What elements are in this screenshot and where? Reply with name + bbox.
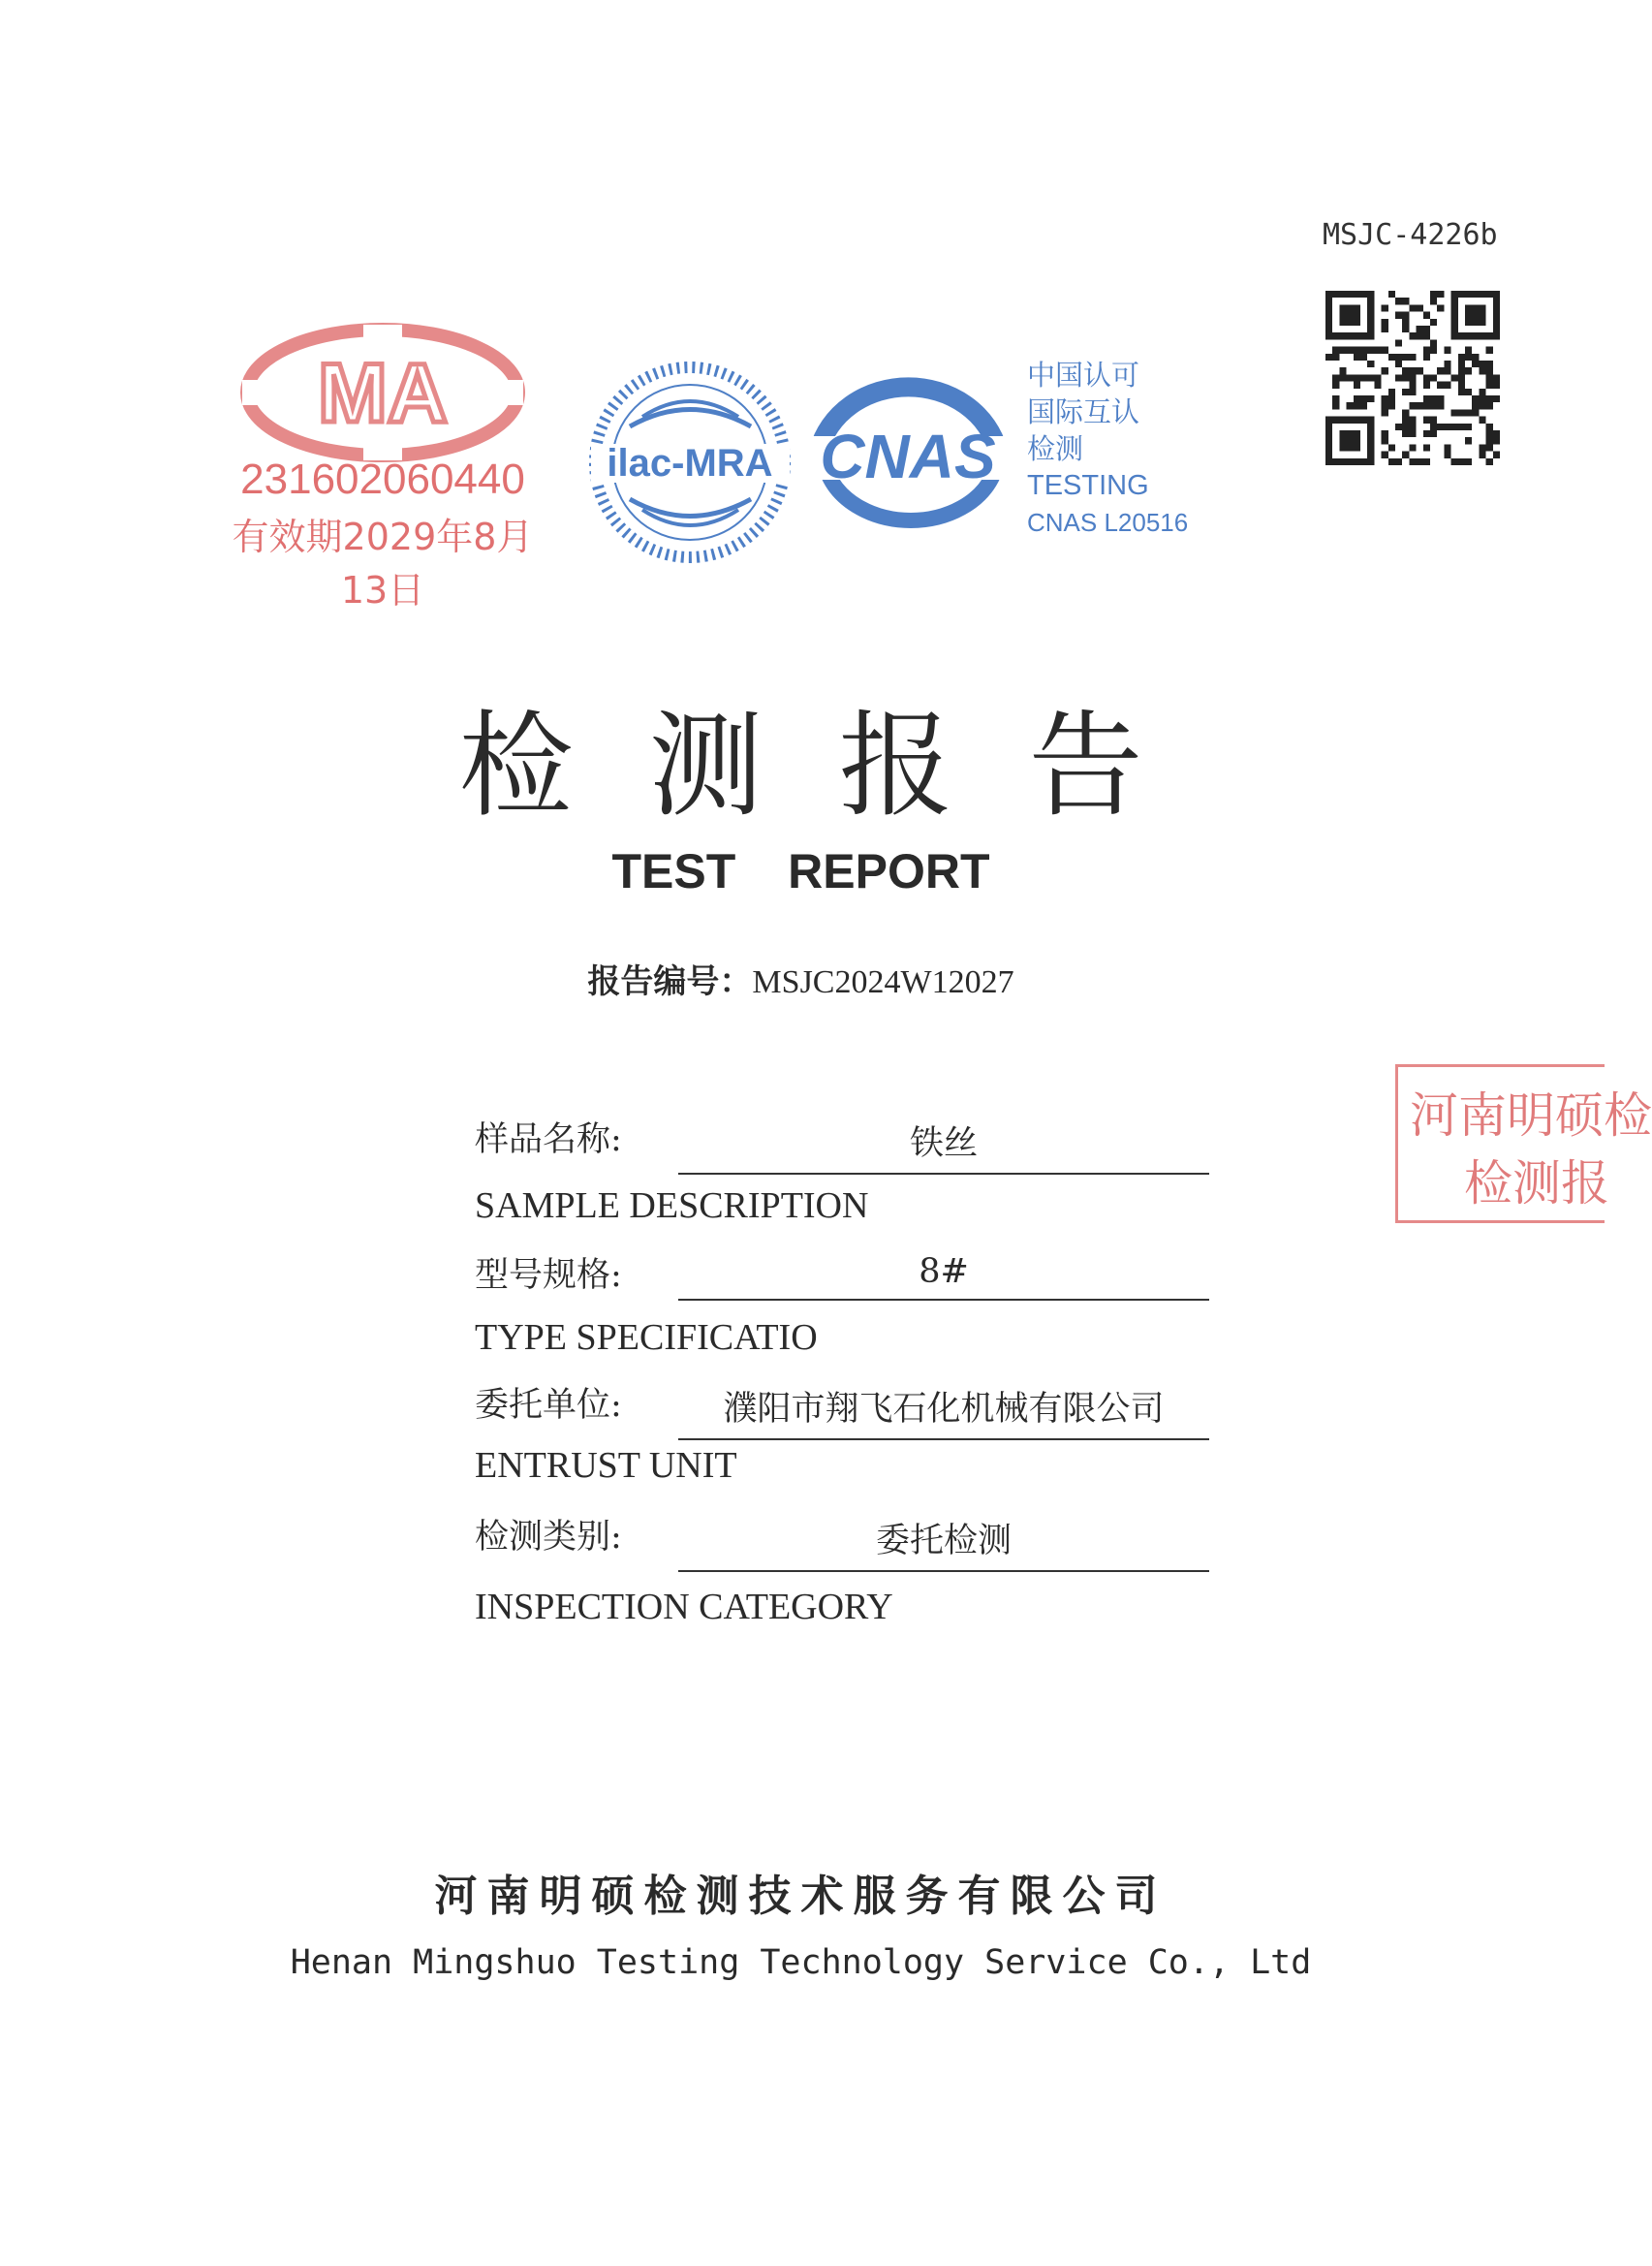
qr-module <box>1451 458 1458 465</box>
qr-module <box>1388 458 1395 465</box>
qr-module <box>1486 347 1493 354</box>
qr-module <box>1395 339 1402 346</box>
qr-module <box>1388 291 1395 298</box>
qr-module <box>1458 382 1465 389</box>
inspection-category-value: 委托检测 <box>678 1514 1209 1572</box>
qr-module <box>1339 347 1346 354</box>
qr-module <box>1423 347 1430 354</box>
qr-module <box>1437 367 1444 374</box>
qr-module <box>1382 409 1388 416</box>
qr-module <box>1444 382 1450 389</box>
qr-module <box>1409 389 1416 395</box>
qr-module <box>1423 417 1430 424</box>
qr-module <box>1451 424 1458 430</box>
qr-module <box>1395 424 1402 430</box>
page-title: 检测报告 <box>458 699 1219 833</box>
qr-module <box>1423 326 1430 332</box>
qr-module <box>1332 347 1339 354</box>
qr-module <box>1430 402 1437 409</box>
cnas-caption-line: CNAS L20516 <box>1027 508 1189 537</box>
qr-module <box>1451 409 1458 416</box>
qr-module <box>1465 424 1472 430</box>
qr-module <box>1395 361 1402 367</box>
cma-logo-letters: MA <box>318 347 448 440</box>
cma-seal <box>223 320 543 612</box>
qr-module <box>1382 304 1388 311</box>
qr-module <box>1402 389 1409 395</box>
qr-module <box>1437 291 1444 298</box>
qr-module <box>1367 361 1374 367</box>
cnas-caption-line: TESTING <box>1027 470 1149 501</box>
qr-module <box>1332 374 1339 381</box>
qr-module <box>1332 402 1339 409</box>
qr-module <box>1423 374 1430 381</box>
cnas-caption <box>1027 357 1188 541</box>
qr-module <box>1374 347 1381 354</box>
qr-module <box>1382 395 1388 402</box>
qr-module <box>1367 374 1374 381</box>
report-number-label: 报告编号： <box>587 962 753 1001</box>
qr-finder <box>1339 304 1360 326</box>
qr-module <box>1417 458 1423 465</box>
qr-module <box>1430 347 1437 354</box>
qr-module <box>1479 402 1485 409</box>
qr-module <box>1423 354 1430 361</box>
qr-module <box>1374 382 1381 389</box>
inspection-category-label: 检测类别: <box>475 1518 622 1557</box>
qr-module <box>1354 354 1360 361</box>
qr-module <box>1354 402 1360 409</box>
qr-module <box>1409 424 1416 430</box>
qr-module <box>1486 374 1493 381</box>
sample-description-label: 样品名称: <box>475 1120 622 1159</box>
qr-module <box>1437 304 1444 311</box>
qr-module <box>1472 402 1479 409</box>
type-specification-label: 型号规格: <box>475 1256 622 1295</box>
qr-module <box>1444 452 1450 458</box>
qr-module <box>1395 458 1402 465</box>
qr-module <box>1402 417 1409 424</box>
qr-module <box>1486 458 1493 465</box>
qr-module <box>1430 417 1437 424</box>
cnas-caption-line: 检测 <box>1027 432 1084 465</box>
qr-module <box>1423 395 1430 402</box>
qr-module <box>1409 304 1416 311</box>
qr-module <box>1493 382 1500 389</box>
qr-module <box>1360 395 1367 402</box>
qr-module <box>1409 430 1416 437</box>
qr-module <box>1479 367 1485 374</box>
qr-module <box>1409 374 1416 381</box>
qr-module <box>1382 347 1388 354</box>
qr-module <box>1437 424 1444 430</box>
qr-module <box>1458 354 1465 361</box>
qr-module <box>1402 424 1409 430</box>
qr-module <box>1417 332 1423 339</box>
qr-module <box>1388 389 1395 395</box>
qr-module <box>1444 361 1450 367</box>
qr-module <box>1472 395 1479 402</box>
qr-module <box>1374 374 1381 381</box>
qr-module <box>1430 339 1437 346</box>
qr-code <box>1325 291 1500 465</box>
qr-module <box>1479 395 1485 402</box>
qr-module <box>1486 424 1493 430</box>
qr-module <box>1493 430 1500 437</box>
qr-module <box>1458 374 1465 381</box>
qr-module <box>1382 430 1388 437</box>
qr-module <box>1472 354 1479 361</box>
qr-module <box>1388 444 1395 451</box>
form-code: MSJC-4226b <box>1323 218 1498 252</box>
qr-module <box>1382 402 1388 409</box>
qr-module <box>1430 291 1437 298</box>
qr-module <box>1402 409 1409 416</box>
qr-module <box>1360 347 1367 354</box>
qr-module <box>1388 395 1395 402</box>
qr-module <box>1395 354 1402 361</box>
qr-module <box>1409 417 1416 424</box>
qr-module <box>1479 389 1485 395</box>
qr-module <box>1423 402 1430 409</box>
qr-module <box>1382 437 1388 444</box>
qr-module <box>1360 402 1367 409</box>
qr-module <box>1430 424 1437 430</box>
qr-module <box>1458 458 1465 465</box>
qr-module <box>1423 430 1430 437</box>
qr-module <box>1437 395 1444 402</box>
qr-module <box>1354 374 1360 381</box>
qr-module <box>1339 367 1346 374</box>
qr-module <box>1347 402 1354 409</box>
ilac-mra-icon <box>586 359 795 567</box>
qr-module <box>1347 347 1354 354</box>
qr-module <box>1402 319 1409 326</box>
qr-module <box>1458 389 1465 395</box>
qr-module <box>1395 298 1402 304</box>
qr-module <box>1347 374 1354 381</box>
qr-module <box>1409 382 1416 389</box>
qr-module <box>1486 395 1493 402</box>
qr-module <box>1395 312 1402 319</box>
stamp-line: 检测报 <box>1464 1155 1609 1212</box>
qr-module <box>1409 332 1416 339</box>
report-number-value: MSJC2024W12027 <box>752 964 1014 1000</box>
qr-module <box>1486 361 1493 367</box>
qr-module <box>1382 319 1388 326</box>
qr-module <box>1486 430 1493 437</box>
qr-module <box>1395 374 1402 381</box>
qr-module <box>1430 430 1437 437</box>
qr-module <box>1465 389 1472 395</box>
qr-module <box>1332 395 1339 402</box>
qr-module <box>1465 458 1472 465</box>
qr-module <box>1367 347 1374 354</box>
qr-module <box>1339 374 1346 381</box>
qr-module <box>1486 402 1493 409</box>
qr-module <box>1402 298 1409 304</box>
qr-module <box>1458 361 1465 367</box>
sample-description-label-en: SAMPLE DESCRIPTION <box>475 1185 869 1226</box>
qr-module <box>1493 437 1500 444</box>
qr-module <box>1444 444 1450 451</box>
qr-module <box>1472 361 1479 367</box>
qr-module <box>1430 374 1437 381</box>
qr-module <box>1402 354 1409 361</box>
qr-module <box>1493 395 1500 402</box>
qr-module <box>1417 304 1423 311</box>
qr-module <box>1430 298 1437 304</box>
report-number <box>0 955 1602 1002</box>
qr-module <box>1458 409 1465 416</box>
qr-module <box>1479 444 1485 451</box>
qr-module <box>1465 409 1472 416</box>
qr-module <box>1402 452 1409 458</box>
page-title-english: TEST REPORT <box>611 844 990 898</box>
qr-module <box>1479 417 1485 424</box>
qr-module <box>1360 354 1367 361</box>
qr-finder <box>1465 304 1486 326</box>
company-name-english: Henan Mingshuo Testing Technology Service Co., Ltd <box>290 1943 1312 1982</box>
qr-finder <box>1339 430 1360 452</box>
cnas-logo-text: CNAS <box>820 422 996 491</box>
qr-module <box>1458 424 1465 430</box>
qr-module <box>1458 367 1465 374</box>
qr-module <box>1486 367 1493 374</box>
qr-module <box>1423 312 1430 319</box>
qr-module <box>1444 367 1450 374</box>
qr-module <box>1360 374 1367 381</box>
qr-module <box>1382 367 1388 374</box>
company-stamp <box>1395 1064 1652 1223</box>
qr-module <box>1493 452 1500 458</box>
cma-cert-number: 231602060440 <box>240 456 525 503</box>
type-specification-label-en: TYPE SPECIFICATIO <box>475 1317 818 1358</box>
qr-module <box>1417 367 1423 374</box>
qr-module <box>1472 409 1479 416</box>
qr-module <box>1423 444 1430 451</box>
qr-module <box>1444 424 1450 430</box>
qr-module <box>1332 382 1339 389</box>
qr-module <box>1354 382 1360 389</box>
qr-module <box>1354 395 1360 402</box>
qr-module <box>1382 326 1388 332</box>
qr-module <box>1430 395 1437 402</box>
qr-module <box>1465 354 1472 361</box>
qr-module <box>1423 382 1430 389</box>
qr-module <box>1409 458 1416 465</box>
cnas-caption-line: 国际互认 <box>1027 395 1140 428</box>
type-specification-value: 8# <box>678 1252 1209 1301</box>
qr-module <box>1409 444 1416 451</box>
company-name: 河南明硕检测技术服务有限公司 <box>434 1872 1168 1921</box>
qr-module <box>1367 395 1374 402</box>
entrust-unit-value: 濮阳市翔飞石化机械有限公司 <box>678 1382 1209 1440</box>
qr-module <box>1409 354 1416 361</box>
qr-module <box>1437 382 1444 389</box>
qr-module <box>1417 402 1423 409</box>
stamp-line: 河南明硕检 <box>1410 1087 1652 1144</box>
qr-module <box>1437 402 1444 409</box>
entrust-unit-label-en: ENTRUST UNIT <box>475 1445 737 1486</box>
qr-module <box>1382 452 1388 458</box>
qr-module <box>1479 361 1485 367</box>
qr-module <box>1486 437 1493 444</box>
qr-module <box>1402 312 1409 319</box>
qr-module <box>1444 347 1450 354</box>
qr-module <box>1402 367 1409 374</box>
qr-module <box>1423 332 1430 339</box>
qr-module <box>1332 354 1339 361</box>
qr-module <box>1430 319 1437 326</box>
cnas-caption-line: 中国认可 <box>1027 359 1140 392</box>
qr-module <box>1486 382 1493 389</box>
qr-module <box>1417 326 1423 332</box>
sample-description-value: 铁丝 <box>678 1117 1209 1175</box>
cma-validity: 有效期2029年8月13日 <box>232 516 534 612</box>
qr-module <box>1465 347 1472 354</box>
ilac-mra-text: ilac-MRA <box>607 442 773 485</box>
qr-module <box>1388 402 1395 409</box>
qr-module <box>1388 354 1395 361</box>
qr-module <box>1451 374 1458 381</box>
qr-module <box>1465 437 1472 444</box>
cnas-logo-icon <box>799 368 1017 548</box>
qr-module <box>1409 402 1416 409</box>
qr-module <box>1465 367 1472 374</box>
qr-module <box>1479 452 1485 458</box>
qr-module <box>1402 326 1409 332</box>
qr-module <box>1409 367 1416 374</box>
qr-module <box>1354 347 1360 354</box>
qr-module <box>1402 430 1409 437</box>
entrust-unit-label: 委托单位: <box>475 1386 622 1425</box>
inspection-category-label-en: INSPECTION CATEGORY <box>475 1587 893 1627</box>
cma-logo-icon <box>223 320 543 465</box>
qr-module <box>1423 458 1430 465</box>
qr-module <box>1486 444 1493 451</box>
qr-module <box>1493 374 1500 381</box>
qr-module <box>1402 374 1409 381</box>
qr-module <box>1325 354 1332 361</box>
